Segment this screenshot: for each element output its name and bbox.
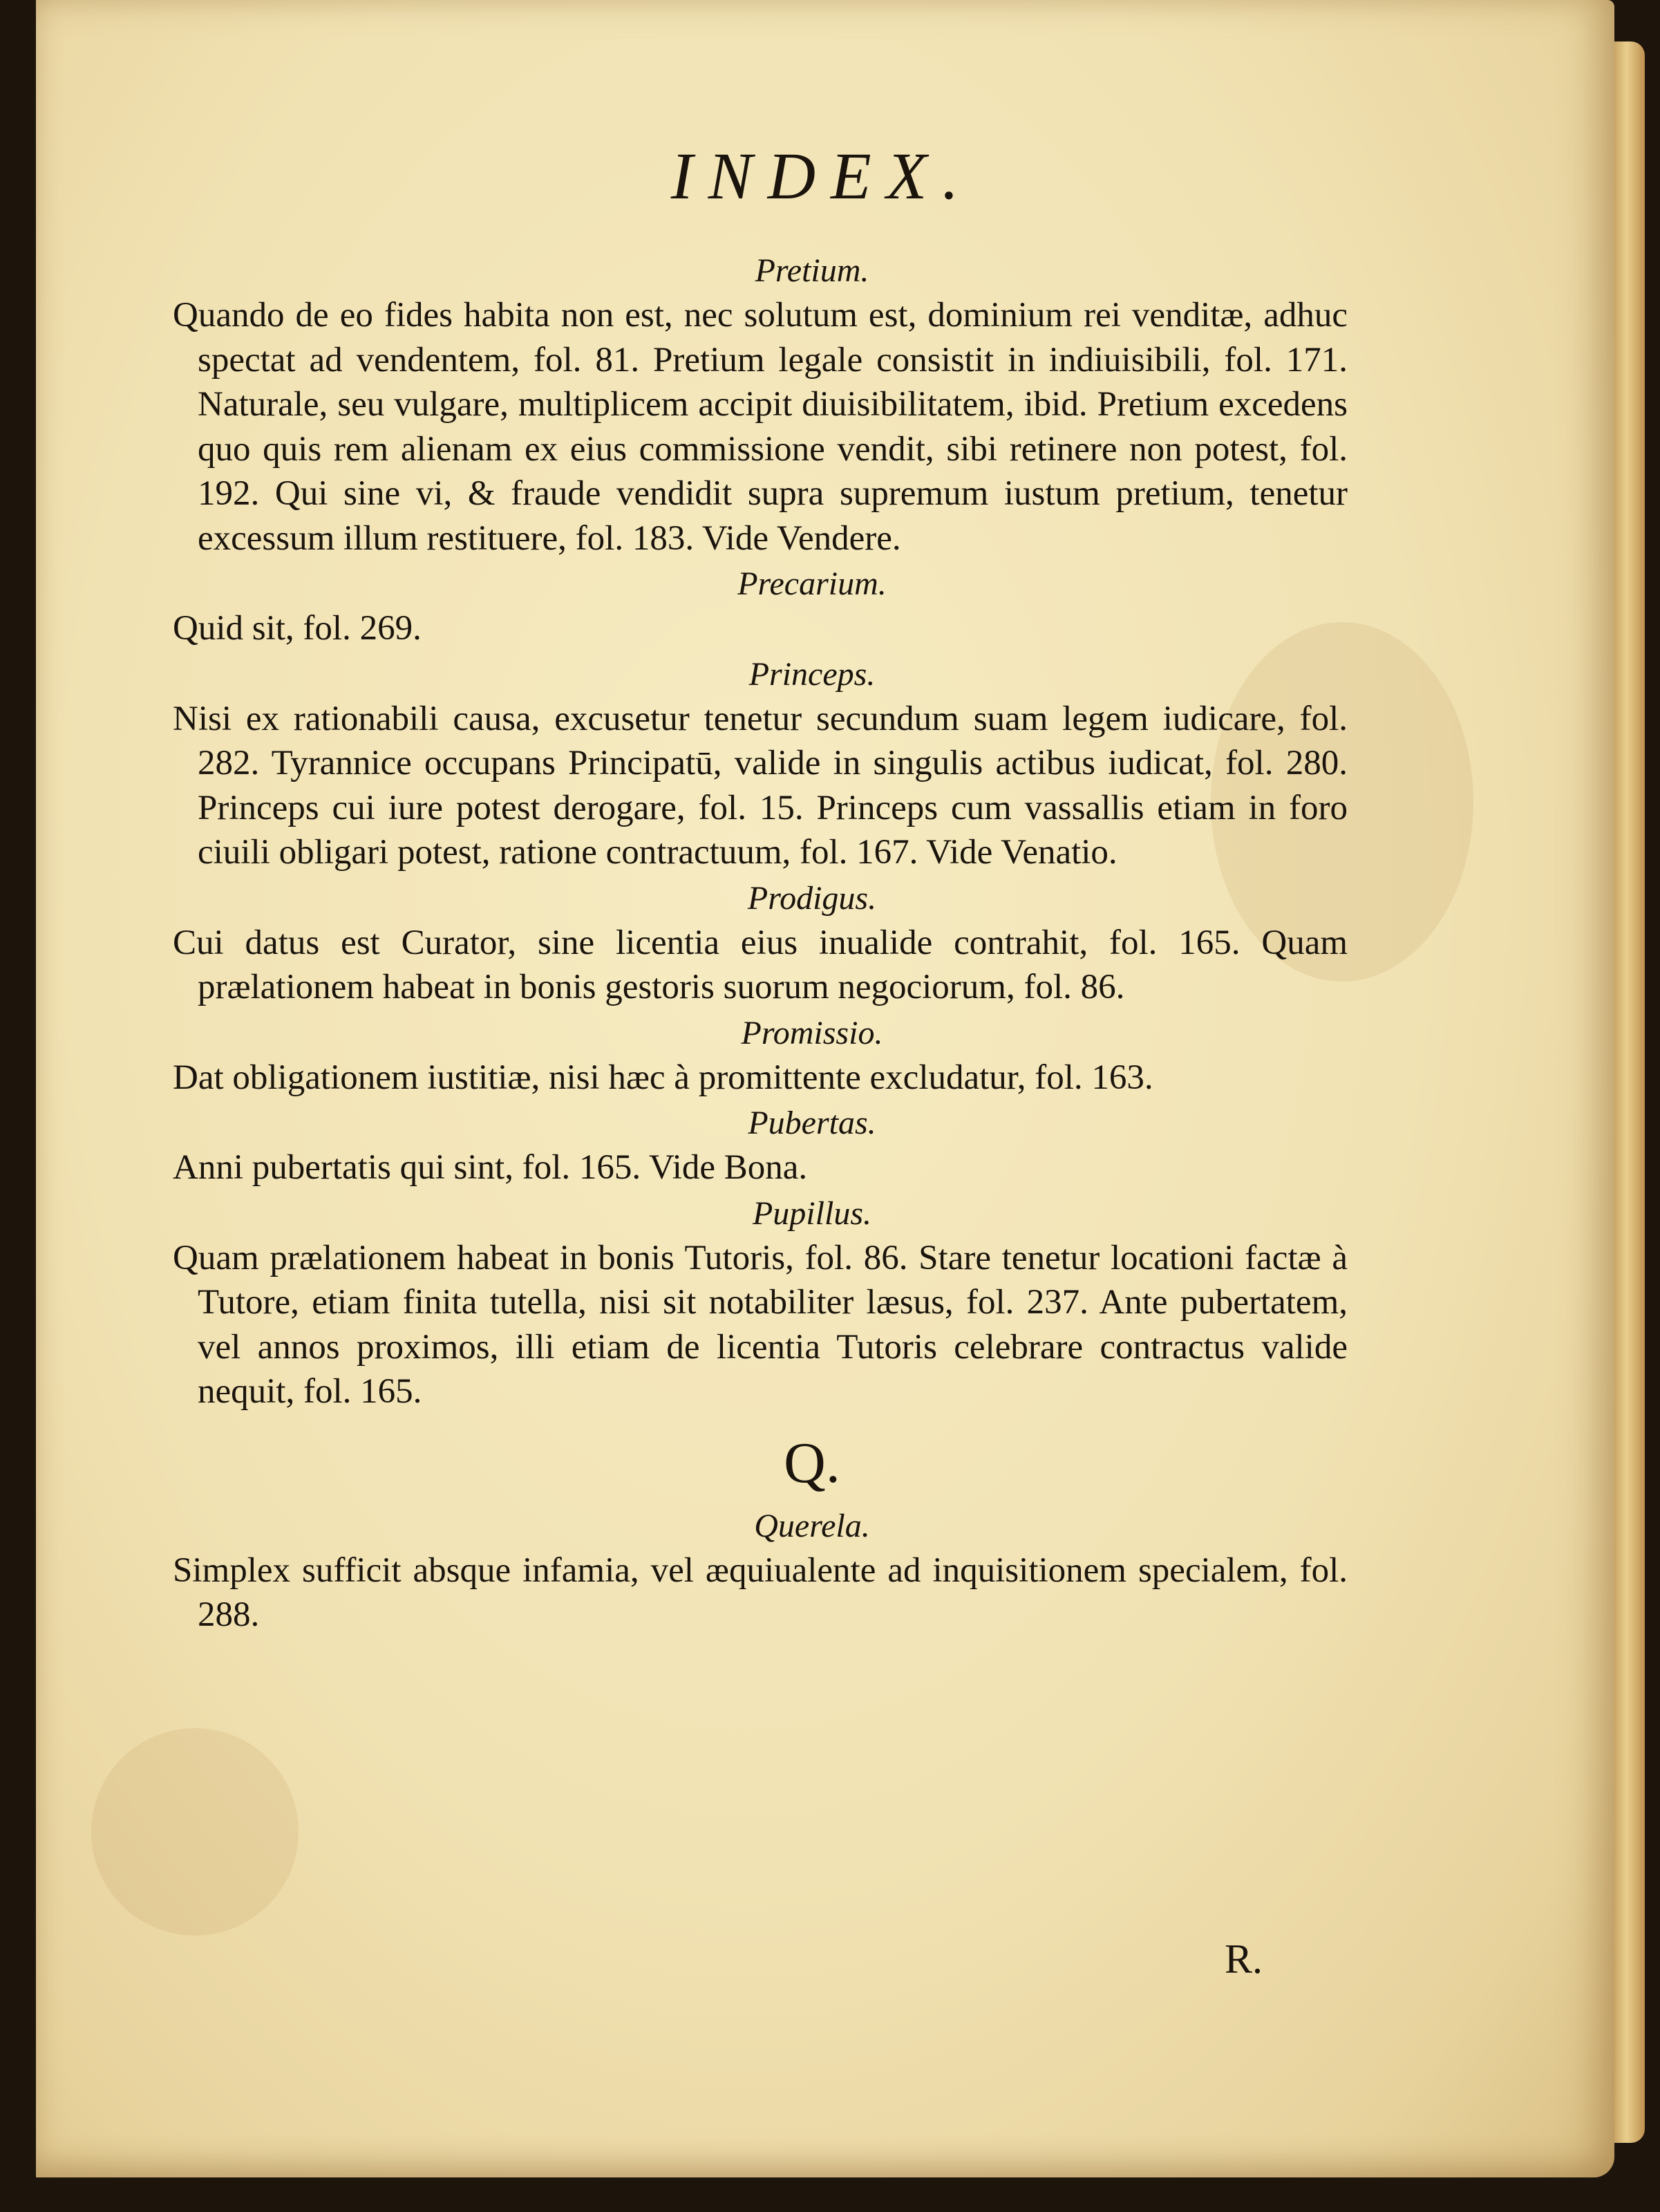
entry-text: Nisi ex rationabili causa, excusetur tenetur secundum suam legem iudicare, fol. 282. Tyrannice occupans Principatū, valide in singulis actibus iudicat, fol. 280. Princeps cui iure potest derogare, fol. 15. Princeps cum vassallis etiam in foro ciuili obligari potest, ratione contractuum, fol. 167. Vide Venatio. (173, 699, 1348, 872)
index-entry-prodigus (173, 877, 1348, 1010)
entry-heading: Princeps. (748, 655, 876, 693)
entry-heading: Prodigus. (747, 879, 877, 917)
entry-text: Quam prælationem habeat in bonis Tutoris, fol. 86. Stare tenetur locationi factæ à Tutore, etiam finita tutella, nisi sit notabiliter læsus, fol. 237. Ante pubertatem, vel annos proximos, illi etiam de licentia Tutoris celebrare contractus valide nequit, fol. 165. (173, 1238, 1348, 1411)
page-edge (1614, 41, 1645, 2143)
entry-text: Dat obligationem iustitiæ, nisi hæc à promittente excludatur, fol. 163. (173, 1058, 1153, 1097)
entry-heading: Precarium. (737, 565, 887, 602)
index-entry-querela (173, 1504, 1348, 1638)
catchword: R. (1225, 1936, 1263, 1982)
entry-heading: Pubertas. (748, 1105, 876, 1141)
index-entry-pubertas (173, 1101, 1348, 1190)
entry-text: Cui datus est Curator, sine licentia eius inualide contrahit, fol. 165. Quam prælationem habeat in bonis gestoris suorum negociorum, fol. 86. (173, 923, 1348, 1006)
index-entry-pretium (173, 249, 1348, 561)
entry-heading: Pretium. (755, 252, 869, 289)
index-text (173, 138, 1348, 1639)
entry-heading: Pupillus. (752, 1194, 871, 1232)
running-head: INDEX. (670, 139, 974, 213)
entry-text: Anni pubertatis qui sint, fol. 165. Vide Bona. (173, 1148, 808, 1187)
entry-heading: Querela. (754, 1507, 870, 1544)
entry-text: Quando de eo fides habita non est, nec solutum est, dominium rei venditæ, adhuc spectat ad vendentem, fol. 81. Pretium legale consistit in indiuisibili, fol. 171. Naturale, seu vulgare, multiplicem accipit diuisibilitatem, ibid. Pretium excedens quo quis rem alienam ex eius commissione vendit, sibi retinere non potest, fol. 192. Qui sine vi, & fraude vendidit supra supremum iustum pretium, tenetur excessum illum restituere, fol. 183. Vide Vendere. (173, 296, 1348, 558)
entry-heading: Promissio. (741, 1014, 883, 1051)
entry-text: Simplex sufficit absque infamia, vel æquiualente ad inquisitionem specialem, fol. 288. (173, 1550, 1348, 1634)
index-entry-promissio (173, 1011, 1348, 1100)
paper-stain (91, 1728, 299, 1936)
index-entry-precarium (173, 562, 1348, 651)
index-entry-princeps (173, 653, 1348, 875)
section-letter-q: Q. (784, 1430, 840, 1495)
entry-text: Quid sit, fol. 269. (173, 609, 422, 648)
index-entry-pupillus (173, 1192, 1348, 1414)
